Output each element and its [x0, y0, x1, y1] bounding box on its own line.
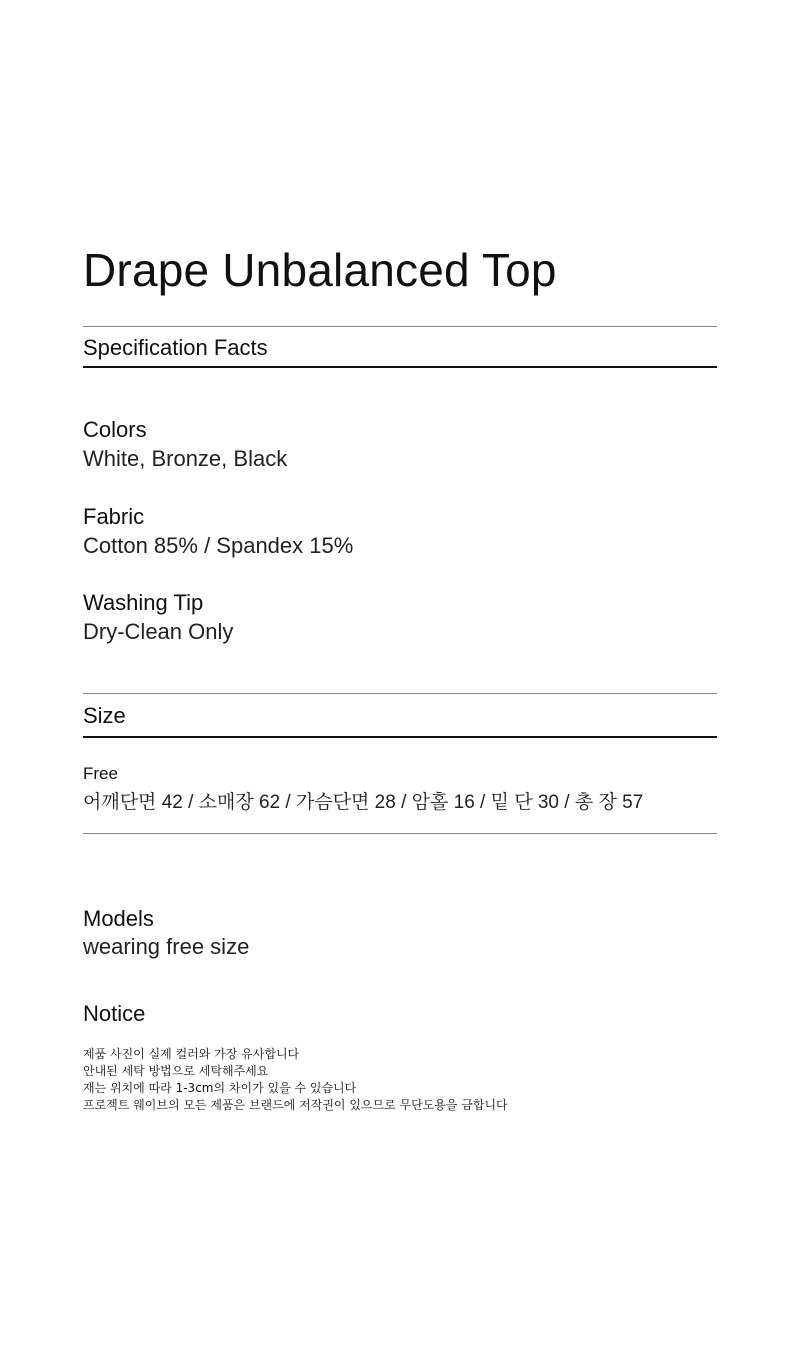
washing-value: Dry-Clean Only — [83, 619, 234, 644]
notice-line: 재는 위치에 따라 1-3cm의 차이가 있을 수 있습니다 — [83, 1081, 357, 1095]
notice-label: Notice — [83, 1001, 146, 1026]
colors-value: White, Bronze, Black — [83, 446, 288, 471]
divider — [83, 833, 717, 834]
colors-label: Colors — [83, 417, 147, 442]
washing-label: Washing Tip — [83, 590, 204, 615]
notice-list — [83, 1046, 508, 1114]
divider — [83, 366, 717, 368]
notice-line: 안내된 세탁 방법으로 세탁해주세요 — [83, 1064, 269, 1078]
fabric-label: Fabric — [83, 504, 145, 529]
product-title: Drape Unbalanced Top — [83, 244, 557, 296]
divider — [83, 693, 717, 694]
fabric-value: Cotton 85% / Spandex 15% — [83, 533, 354, 558]
divider — [83, 326, 717, 327]
notice-line: 제품 사진이 실제 컬러와 가장 유사합니다 — [83, 1047, 300, 1061]
models-value: wearing free size — [83, 934, 250, 959]
divider — [83, 736, 717, 738]
spec-heading: Specification Facts — [83, 335, 268, 360]
models-label: Models — [83, 906, 154, 931]
notice-line: 프로젝트 웨이브의 모든 제품은 브랜드에 저작권이 있으므로 무단도용을 금합니다 — [83, 1098, 508, 1112]
size-name: Free — [83, 764, 118, 783]
size-measurements: 어깨단면 42 / 소매장 62 / 가슴단면 28 / 암홀 16 / 밑 단 30 / 총 장 57 — [83, 792, 644, 813]
size-heading: Size — [83, 703, 126, 728]
